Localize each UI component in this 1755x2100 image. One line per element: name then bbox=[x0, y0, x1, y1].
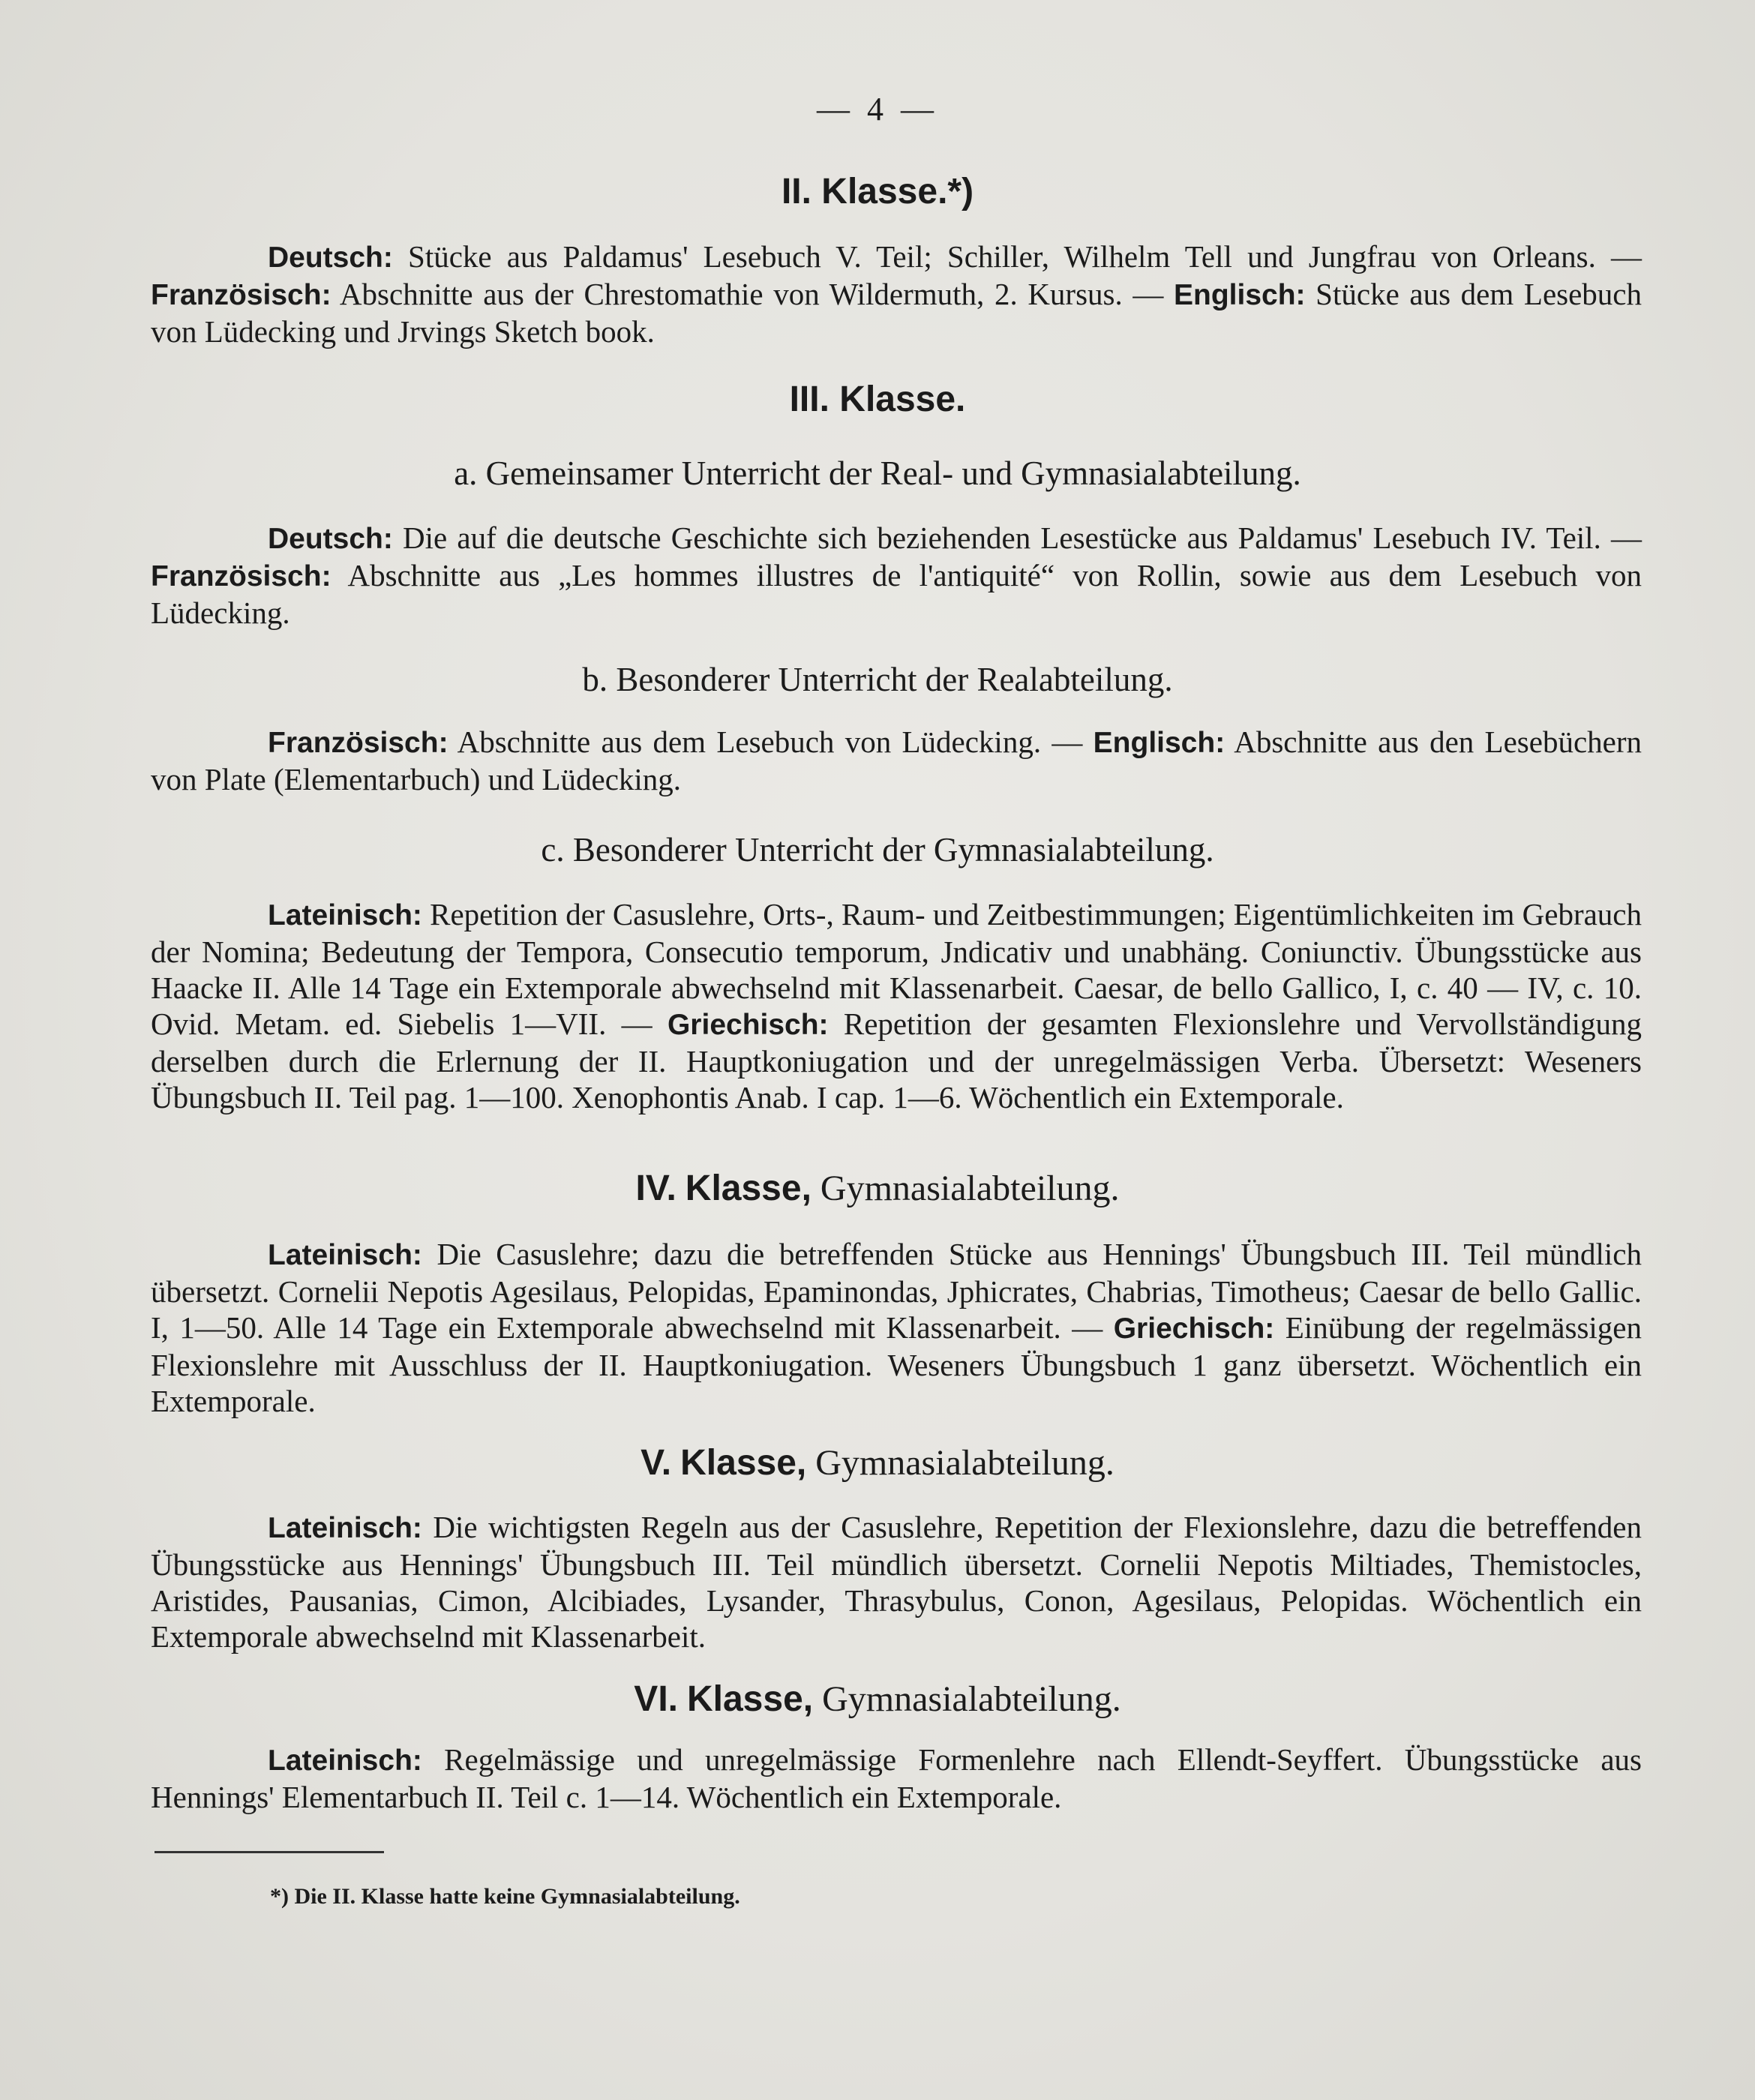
subheading-section-a: a. Gemeinsamer Unterricht der Real- und Gymnasialabteilung. bbox=[454, 454, 1301, 492]
paragraph-section-c: Lateinisch: Repetition der Casuslehre, Orts-, Raum- und Zeitbestimmungen; Eigentümlichkeiten im Gebrauch der Nomina; Bedeutung der Tempora, Consecutio temporum, Jndicativ und unabhäng. Coniunctiv. Übungsstücke aus Haacke II. Alle 14 Tage ein Extemporale abwechselnd mit Klassenarbeit. Caesar, de bello Gallico, I, c. 40 — IV, c. 10. Ovid. Metam. ed. Siebelis 1—VII. — Griechisch: Repetition der gesamten Flexionslehre und Vervollständigung derselben durch die Erlernung der II. Hauptkoniugation und der unregelmässigen Verba. Übersetzt: Weseners Übungsbuch II. Teil pag. 1—100. Xenophontis Anab. I cap. 1—6. Wöchentlich ein Extemporale. bbox=[151, 897, 1642, 1114]
heading-klasse-v: V. Klasse, Gymnasialabteilung. bbox=[640, 1443, 1114, 1483]
subject-label: Griechisch: bbox=[1113, 1312, 1275, 1345]
heading-klasse-ii: II. Klasse.*) bbox=[781, 172, 974, 212]
footnote: *) Die II. Klasse hatte keine Gymnasialabteilung. bbox=[270, 1884, 740, 1909]
heading-klasse-iv: IV. Klasse, Gymnasialabteilung. bbox=[635, 1168, 1120, 1208]
paragraph-klasse-iv: Lateinisch: Die Casuslehre; dazu die betreffenden Stücke aus Hennings' Übungsbuch III. Teil mündlich übersetzt. Cornelii Nepotis Agesilaus, Pelopidas, Epaminondas, Jphicrates, Chabrias, Timotheus; Caesar de bello Gallic. I, 1—50. Alle 14 Tage ein Extemporale abwechselnd mit Klassenarbeit. — Griechisch: Einübung der regelmässigen Flexionslehre mit Ausschluss der II. Hauptkoniugation. Weseners Übungsbuch 1 ganz übersetzt. Wöchentlich ein Extemporale. bbox=[151, 1237, 1642, 1418]
paragraph-klasse-ii: Deutsch: Stücke aus Paldamus' Lesebuch V. Teil; Schiller, Wilhelm Tell und Jungfrau von Orleans. — Französisch: Abschnitte aus der Chrestomathie von Wildermuth, 2. Kursus. — Englisch: Stücke aus dem Lesebuch von Lüdecking und Jrvings Sketch book. bbox=[151, 239, 1642, 349]
heading-klasse-iii: III. Klasse. bbox=[789, 380, 966, 419]
paragraph-klasse-vi: Lateinisch: Regelmässige und unregelmässige Formenlehre nach Ellendt-Seyffert. Übungsstücke aus Hennings' Elementarbuch II. Teil c. 1—14. Wöchentlich ein Extemporale. bbox=[151, 1742, 1642, 1814]
subject-label: Griechisch: bbox=[667, 1009, 829, 1041]
paragraph-klasse-v: Lateinisch: Die wichtigsten Regeln aus der Casuslehre, Repetition der Flexionslehre, dazu die betreffenden Übungsstücke aus Hennings' Übungsbuch III. Teil mündlich übersetzt. Cornelii Nepotis Miltiades, Themistocles, Aristides, Pausanias, Cimon, Alcibiades, Lysander, Thrasybulus, Conon, Agesilaus, Pelopidas. Wöchentlich ein Extemporale abwechselnd mit Klassenarbeit. bbox=[151, 1510, 1642, 1654]
subject-label: Französisch: bbox=[151, 279, 332, 311]
subject-label: Französisch: bbox=[151, 560, 332, 592]
subject-label: Lateinisch: bbox=[268, 899, 422, 932]
page-number: — 4 — bbox=[817, 91, 938, 128]
footnote-divider bbox=[154, 1851, 384, 1853]
paragraph-section-a: Deutsch: Die auf die deutsche Geschichte sich beziehenden Lesestücke aus Paldamus' Lesebuch IV. Teil. — Französisch: Abschnitte aus „Les hommes illustres de l'antiquité“ von Rollin, sowie aus dem Lesebuch von Lüdecking. bbox=[151, 520, 1642, 630]
subject-label: Deutsch: bbox=[268, 242, 393, 274]
subheading-section-c: c. Besonderer Unterricht der Gymnasialabteilung. bbox=[541, 831, 1214, 868]
subject-label: Deutsch: bbox=[268, 523, 393, 555]
subject-label: Lateinisch: bbox=[268, 1744, 422, 1777]
subject-label: Englisch: bbox=[1174, 279, 1306, 311]
subheading-section-b: b. Besonderer Unterricht der Realabteilung. bbox=[582, 661, 1173, 698]
subject-label: Französisch: bbox=[268, 727, 448, 759]
paragraph-section-b: Französisch: Abschnitte aus dem Lesebuch von Lüdecking. — Englisch: Abschnitte aus den Lesebüchern von Plate (Elementarbuch) und Lüdecking. bbox=[151, 724, 1642, 796]
subject-label: Lateinisch: bbox=[268, 1512, 422, 1544]
subject-label: Lateinisch: bbox=[268, 1239, 422, 1271]
subject-label: Englisch: bbox=[1093, 727, 1226, 759]
heading-klasse-vi: VI. Klasse, Gymnasialabteilung. bbox=[634, 1679, 1121, 1719]
